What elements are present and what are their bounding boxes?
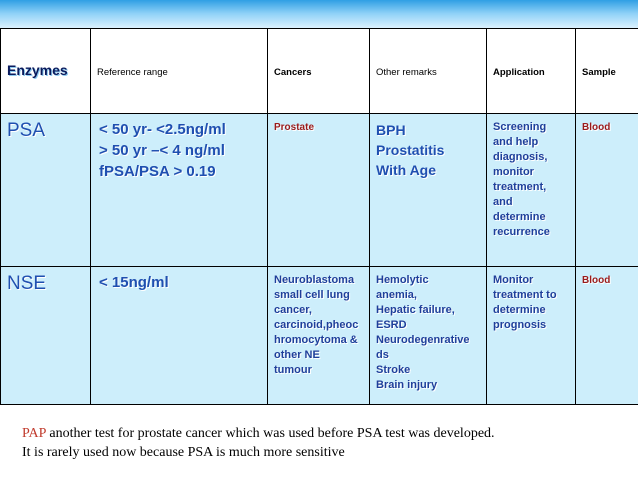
enzyme-name: PSA	[7, 120, 46, 141]
cell-enzyme	[1, 267, 91, 405]
cell-reference	[91, 267, 268, 405]
footnote-line-2: It is rarely used now because PSA is much more sensitive	[22, 445, 345, 460]
cancer-line: Prostate	[274, 122, 315, 133]
remark-line: Prostatitis	[376, 142, 445, 158]
reference-line: < 15ng/ml	[99, 274, 169, 291]
cell-reference	[91, 114, 268, 267]
cell-sample	[576, 267, 638, 405]
cancer-line: tumour	[274, 364, 312, 376]
cell-application	[487, 114, 576, 267]
reference-line: < 50 yr- <2.5ng/ml	[99, 121, 226, 138]
footnote-text-1: another test for prostate cancer which was used before PSA test was developed.	[45, 426, 495, 441]
cell-cancers	[268, 114, 370, 267]
application-line: Screening	[493, 121, 547, 133]
header-other-remarks: Other remarks	[370, 29, 487, 114]
footnote	[22, 424, 495, 462]
table-row-psa	[1, 114, 638, 267]
remark-line: anemia,	[376, 289, 417, 301]
pap-label: PAP	[22, 426, 46, 441]
application-line: monitor	[493, 166, 534, 178]
header-application: Application	[487, 29, 576, 114]
cancer-line: small cell lung	[274, 289, 350, 301]
header-cancers: Cancers	[268, 29, 370, 114]
application-line: determine	[493, 304, 546, 316]
cancer-line: cancer,	[274, 304, 312, 316]
enzyme-name: NSE	[7, 273, 47, 294]
remark-line: With Age	[376, 162, 437, 178]
reference-line: > 50 yr –< 4 ng/ml	[99, 142, 225, 159]
cancer-line: hromocytoma &	[274, 334, 358, 346]
cell-remarks	[370, 114, 487, 267]
application-line: and	[493, 196, 513, 208]
cancer-line: other NE	[274, 349, 320, 361]
remark-line: Hemolytic	[376, 274, 429, 286]
top-gradient-band	[0, 0, 638, 30]
footnote-line-1	[22, 424, 495, 443]
remark-line: Neurodegenrative	[376, 334, 470, 346]
header-sample: Sample	[576, 29, 638, 114]
reference-line: fPSA/PSA > 0.19	[99, 163, 216, 180]
table-header-row	[1, 29, 638, 114]
sample-value: Blood	[582, 122, 611, 133]
application-line: treatment to	[493, 289, 557, 301]
remark-line: Hepatic failure,	[376, 304, 455, 316]
cell-enzyme	[1, 114, 91, 267]
cancer-line: carcinoid,pheoc	[274, 319, 359, 331]
table-row-nse	[1, 267, 638, 405]
remark-line: BPH	[376, 122, 406, 138]
cell-cancers	[268, 267, 370, 405]
cell-application	[487, 267, 576, 405]
remark-line: Stroke	[376, 364, 411, 376]
application-line: diagnosis,	[493, 151, 548, 163]
cell-sample	[576, 114, 638, 267]
cell-remarks	[370, 267, 487, 405]
application-line: Monitor	[493, 274, 534, 286]
sample-value: Blood	[582, 275, 611, 286]
remark-line: Brain injury	[376, 379, 438, 391]
application-line: prognosis	[493, 319, 547, 331]
application-line: recurrence	[493, 226, 550, 238]
cancer-line: Neuroblastoma	[274, 274, 355, 286]
header-reference-range: Reference range	[91, 29, 268, 114]
application-line: determine	[493, 211, 546, 223]
remark-line: ds	[376, 349, 389, 361]
remark-line: ESRD	[376, 319, 407, 331]
application-line: treatment,	[493, 181, 547, 193]
application-line: and help	[493, 136, 539, 148]
enzyme-table	[0, 28, 638, 405]
header-enzymes: Enzymes	[1, 29, 91, 114]
